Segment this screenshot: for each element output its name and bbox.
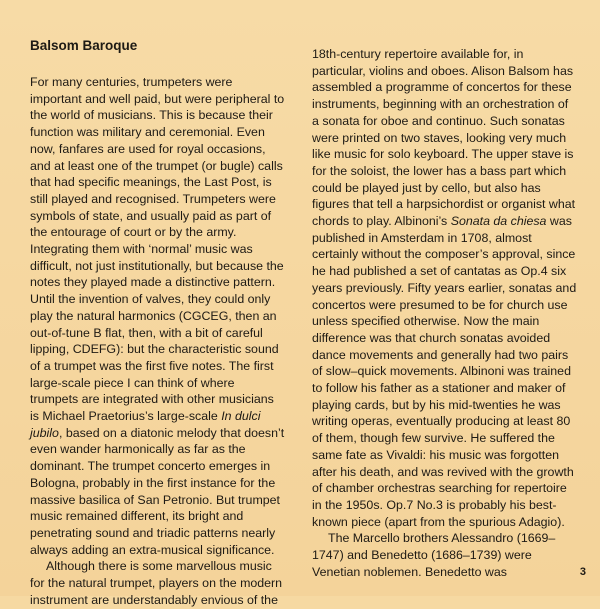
right-column bbox=[312, 46, 577, 581]
work-title-in-dulci-jubilo: In dulci jubilo bbox=[30, 409, 261, 440]
right-paragraph-1 bbox=[312, 46, 577, 530]
right-paragraph-2: The Marcello brothers Alessandro (1669–1747) and Benedetto (1686–1739) were Venetian noblemen. Benedetto was bbox=[312, 531, 556, 579]
page-number: 3 bbox=[579, 566, 586, 578]
left-paragraph-1 bbox=[30, 74, 285, 558]
right-paragraph-1-text-b: was published in Amsterdam in 1708, almost certainly without the composer’s approval, since he had published a set of cantatas as Op.4 six years previously. Fifty years earlier, sonatas and concertos were presumed to be for church use unless specified otherwise. Now the main difference was that church sonatas avoided dance movements and generally had two pairs of slow–quick movements. Albinoni was trained to follow his father as a stationer and maker of playing cards, but by his mid-twenties he was writing operas, eventually producing at least 80 of them, though few survive. He suffered the same fate as Vivaldi: his music was forgotten after his death, and was revived with the growth of chamber orchestras searching for repertoire in the 1950s. Op.7 No.3 is probably his best-known piece (apart from the spurious Adagio). bbox=[312, 214, 577, 529]
left-column bbox=[30, 38, 285, 609]
work-title-sonata-da-chiesa: Sonata da chiesa bbox=[450, 214, 547, 229]
left-paragraph-1-text-a: For many centuries, trumpeters were important and well paid, but were peripheral to the world of musicians. This is because their function was military and ceremonial. Even now, fanfares are used for royal occasions, and at least one of the trumpet (or bugle) calls that had specific meanings, the Last Post, is still played and recognised. Trumpeters were symbols of state, and usually paid as part of the entourage of court or by the army. Integrating them with ‘normal’ music was difficult, not just institutionally, but because the notes they played made a distinctive pattern. Until the invention of valves, they could only play the natural harmonics (CGCEG, then an out-of-tune B flat, then, with a bit of careful lipping, CDEFG): but the characteristic sound of a trumpet was the first five notes. The first large-scale piece I can think of where trumpets are integrated with other musicians is Michael Praetorius’s large-scale bbox=[30, 75, 285, 424]
left-paragraph-1-text-b: , based on a diatonic melody that doesn’t even wander harmonically as far as the dominant. The trumpet concerto emerges in Bologna, probably in the first instance for the massive basilica of San Petronio. But trumpet music remained different, its bright and penetrating sound and triadic patterns nearly always adding an extra-musical significance. bbox=[30, 425, 285, 557]
right-paragraph-1-text-a: 18th-century repertoire available for, in particular, violins and oboes. Alison Balsom has assembled a programme of concertos for these instruments, beginning with an orchestration of a sonata for oboe and continuo. Such sonatas were printed on two staves, looking very much like music for solo keyboard. The upper stave is for the soloist, the lower has a bass part which could be played just by cello, but also has figures that tell a harpsichordist or organist what chords to play. Albinoni’s bbox=[312, 47, 576, 229]
left-paragraph-2: Although there is some marvellous music for the natural trumpet, players on the modern instrument are understandably envious of the bbox=[30, 559, 283, 607]
section-heading: Balsom Baroque bbox=[30, 38, 138, 53]
